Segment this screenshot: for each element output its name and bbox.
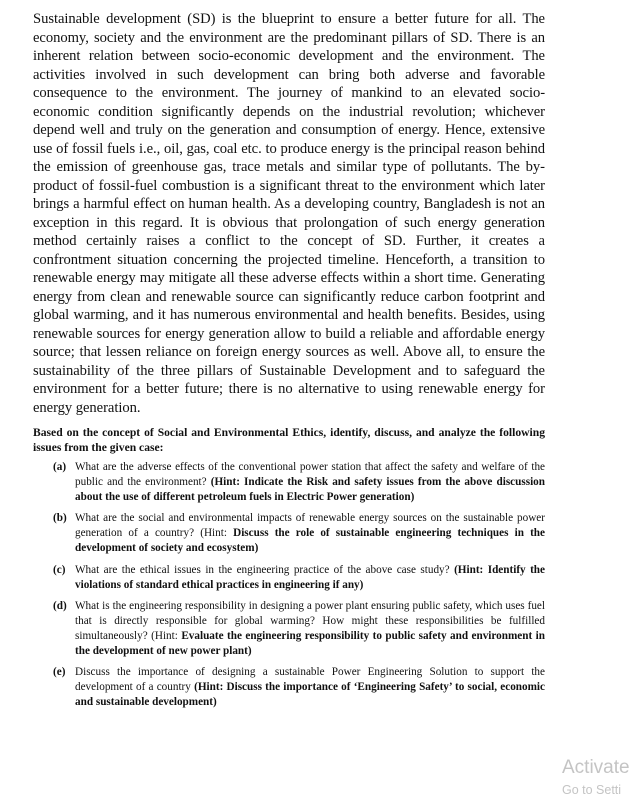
question-item-c — [53, 563, 545, 593]
question-text: Discuss the importance of designing a sustainable Power Engineering Solution to support the development of a country — [75, 666, 545, 694]
question-hint: (Hint: Indicate the Risk and safety issues from the above discussion about the use of different petroleum fuels in Electric Power generation) — [75, 476, 545, 504]
watermark-title: Activate — [562, 757, 630, 778]
assignment-instructions: Based on the concept of Social and Environmental Ethics, identify, discuss, and analyze the following issues from the given case: — [33, 426, 545, 454]
question-item-a — [53, 460, 545, 505]
question-body — [75, 563, 545, 593]
question-body — [75, 665, 545, 710]
question-label: (a) — [53, 461, 67, 473]
question-item-b — [53, 511, 545, 556]
question-text: What is the engineering responsibility in designing a power plant ensuring public safety, which uses fuel that is directly responsible for global warming? How might these responsibilities be fulfilled simultaneously? (Hint: — [75, 599, 545, 642]
activate-windows-watermark — [562, 757, 630, 798]
question-list — [33, 460, 545, 710]
document-page — [33, 10, 545, 716]
watermark-subtitle: Go to Setti — [562, 783, 622, 797]
question-label: (b) — [53, 512, 67, 525]
question-text: What are the ethical issues in the engineering practice of the above case study? — [75, 563, 455, 576]
question-item-d — [53, 599, 545, 659]
question-item-e — [53, 665, 545, 710]
question-label: (c) — [53, 563, 66, 576]
question-hint: (Hint: Discuss the importance of ‘Engineering Safety’ to social, economic and sustainable development) — [75, 681, 545, 709]
question-body — [75, 511, 545, 556]
question-body — [75, 599, 545, 659]
question-label: (e) — [53, 666, 66, 679]
question-hint: (Hint: Identify the violations of standard ethical practices in engineering if any) — [75, 563, 545, 591]
case-study-paragraph: Sustainable development (SD) is the blueprint to ensure a better future for all. The economy, society and the environment are the predominant pillars of SD. There is an inherent relation between socio-economic development and the environment. The activities involved in such development can bring both adverse and favorable consequence to the environment. The journey of mankind to an elevated socio-economic condition significantly depends on the industrial revolution; whichever depend well and truly on the generation and consumption of energy. Hence, extensive use of fossil fuels i.e., oil, gas, coal etc. to produce energy is the principal reason behind the emission of greenhouse gas, trace metals and similar type of pollutants. The by-product of fossil-fuel combustion is a significant threat to the environment which later brings a harmful effect on human health. As a developing country, Bangladesh is not an exception in this regard. It is obvious that prolongation of such energy generation method certainly raises a conflict to the concept of SD. Further, it creates a confrontment situation concerning the projected timeline. Henceforth, a transition to renewable energy may mitigate all these adverse effects within a short time. Generating energy from clean and renewable source can significantly reduce carbon footprint and global warming, and it has numerous environmental and health benefits. Besides, using renewable sources for energy generation allow to build a reliable and affordable energy source; that lessen reliance on foreign energy sources as well. Above all, to ensure the sustainability of the three pillars of Sustainable Development and to safeguard the environment for a better future; there is no alternative to using renewable energy for energy generation. — [33, 11, 545, 416]
question-hint: Evaluate the engineering responsibility to public safety and environment in the development of new power plant) — [75, 629, 545, 658]
question-label: (d) — [53, 599, 67, 612]
question-hint: Discuss the role of sustainable engineering techniques in the development of society and ecosystem) — [75, 527, 545, 555]
question-text: What are the adverse effects of the conventional power station that affect the safety and welfare of the public and the environment? — [75, 461, 545, 489]
question-body — [75, 460, 545, 505]
question-text: What are the social and environmental impacts of renewable energy sources on the sustainable power generation of a country? (Hint: — [75, 512, 545, 540]
